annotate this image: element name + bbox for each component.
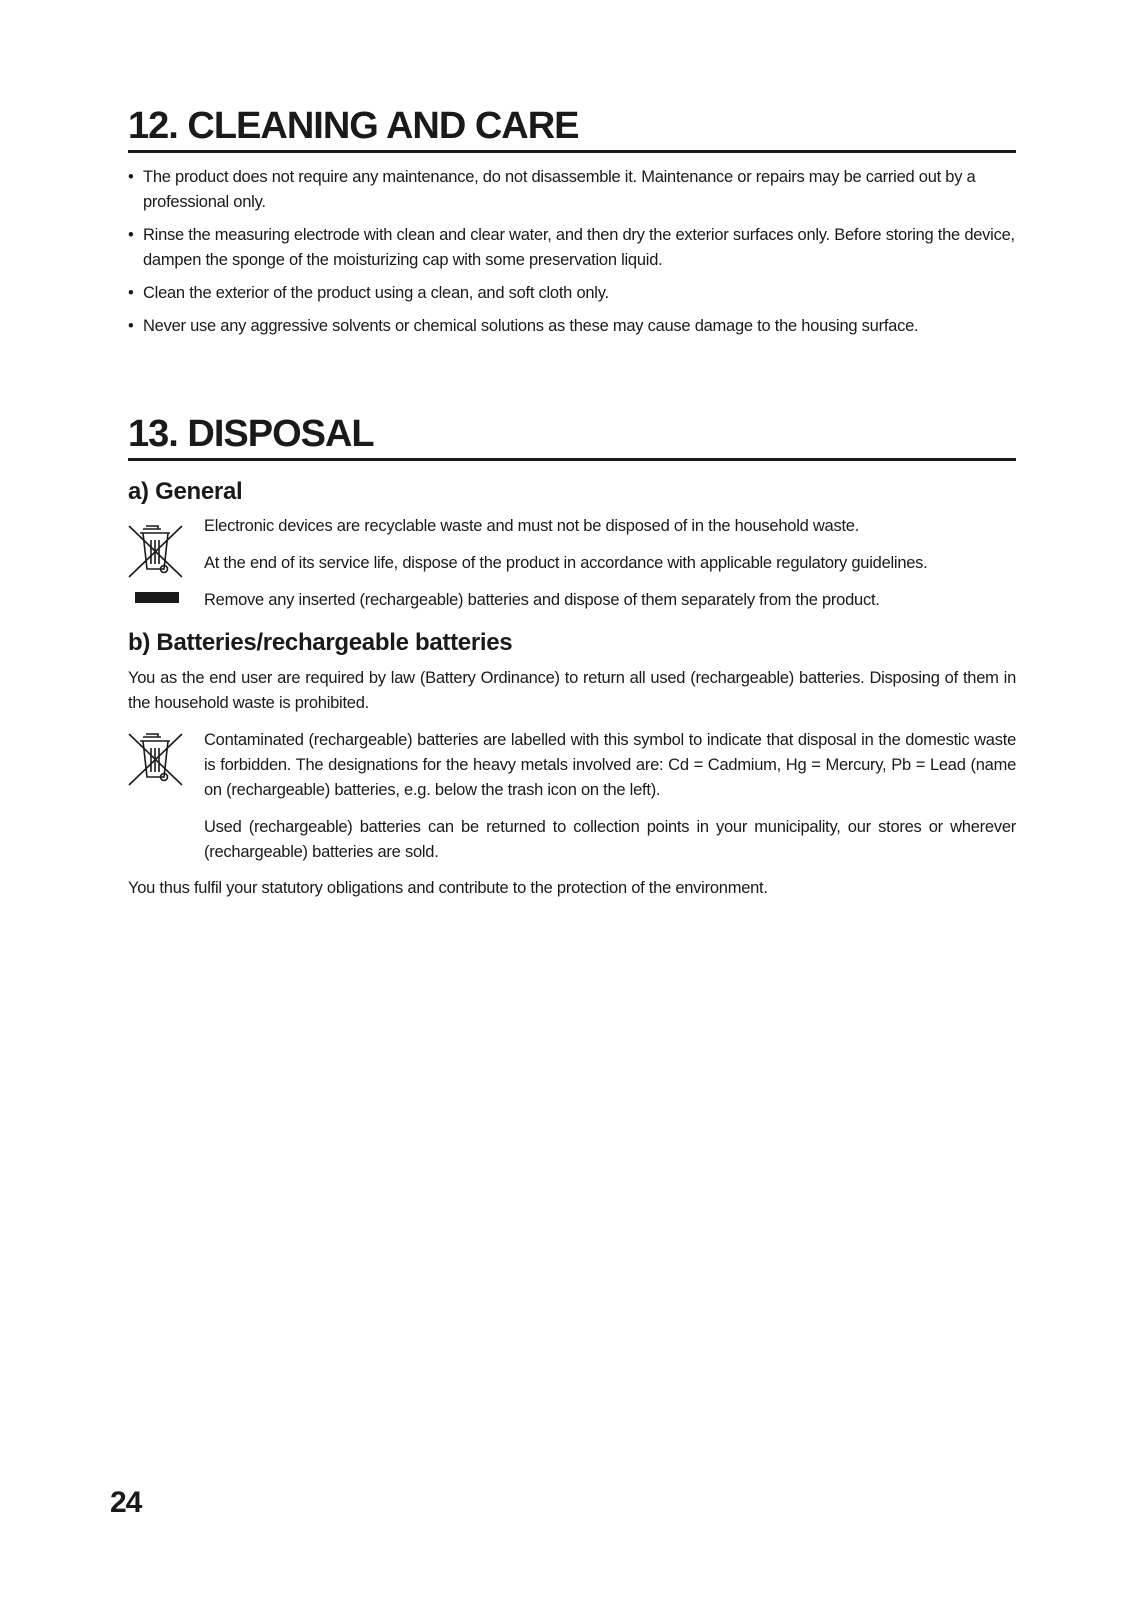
crossed-out-wheelie-bin-icon [126,520,186,582]
batteries-closing: You thus fulfil your statutory obligations and contribute to the protection of the environment. [128,879,768,897]
crossed-out-wheelie-bin-icon [126,728,186,790]
batteries-heading: b) Batteries/rechargeable batteries [128,629,513,656]
general-heading: a) General [128,478,243,505]
general-paragraph: Electronic devices are recyclable waste and must not be disposed of in the household waste. [204,517,860,535]
batteries-paragraph: Used (rechargeable) batteries can be returned to collection points in your municipality, our stores or wherever (rechargeable) batteries are sold. [204,818,1016,861]
general-paragraph: Remove any inserted (rechargeable) batteries and dispose of them separately from the product. [204,591,880,609]
list-item: • Never use any aggressive solvents or chemical solutions as these may cause damage to the housing surface. [128,314,1016,339]
page-number: 24 [110,1486,142,1519]
general-paragraph: At the end of its service life, dispose of the product in accordance with applicable regulatory guidelines. [204,554,928,572]
list-item: • Rinse the measuring electrode with clean and clear water, and then dry the exterior surfaces only. Before storing the device, dampen the sponge of the moisturizing cap with some preservation liquid. [128,223,1016,273]
list-item: • Clean the exterior of the product using a clean, and soft cloth only. [128,281,1016,306]
list-item: • The product does not require any maintenance, do not disassemble it. Maintenance or repairs may be carried out by a professional only. [128,165,1016,215]
solid-bar-icon [135,592,179,603]
batteries-intro: You as the end user are required by law (Battery Ordinance) to return all used (rechargeable) batteries. Disposing of them in the household waste is prohibited. [128,669,1016,712]
section-12-title: 12. CLEANING AND CARE [128,104,1016,153]
batteries-paragraph: Contaminated (rechargeable) batteries are labelled with this symbol to indicate that disposal in the domestic waste is forbidden. The designations for the heavy metals involved are: Cd = Cadmium, Hg = Mercury, Pb = Lead (name on (rechargeable) batteries, e.g. below the trash icon on the left). [204,731,1016,799]
section-13-title: 13. DISPOSAL [128,412,1016,461]
cleaning-list [128,165,1016,347]
